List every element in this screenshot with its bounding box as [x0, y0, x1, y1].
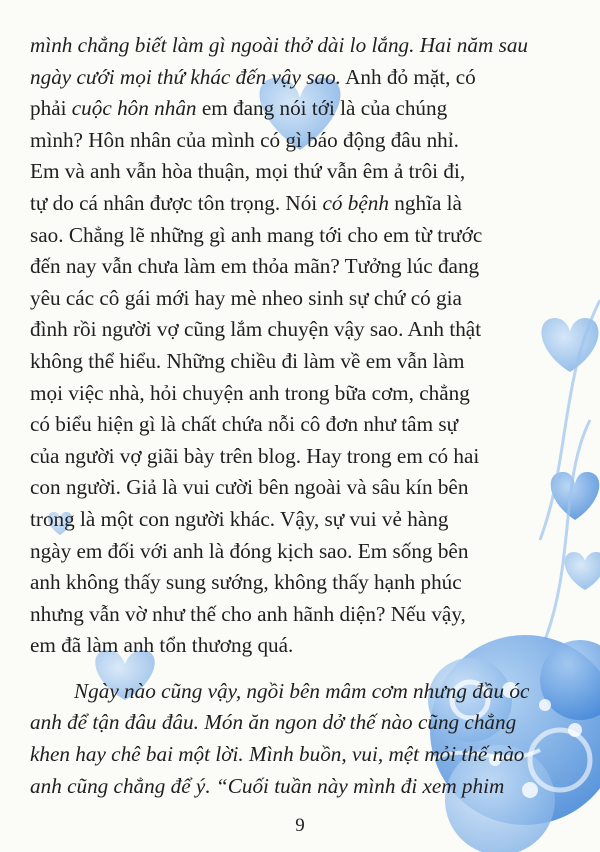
text-segment: yêu các cô gái mới hay mè nheo sinh sự chứ có gia — [30, 285, 462, 310]
text-segment: nhưng vẫn vờ như thế cho anh hãnh diện? Nếu vậy, — [30, 601, 466, 626]
text-line — [30, 188, 550, 220]
text-segment: anh không thấy sung sướng, không thấy hạnh phúc — [30, 570, 462, 595]
text-segment: con người. Giả là vui cười bên ngoài và sâu kín bên — [30, 475, 469, 500]
text-segment: nghĩa là — [388, 190, 462, 215]
text-segment: sao. Chẳng lẽ những gì anh mang tới cho em từ trước — [30, 222, 483, 247]
text-line — [30, 771, 550, 803]
page-number: 9 — [295, 815, 305, 836]
text-line — [30, 739, 550, 771]
text-segment: ngày em đối với anh là đóng kịch sao. Em sống bên — [30, 538, 469, 563]
text-segment: trong là một con người khác. Vậy, sự vui vẻ hàng — [30, 506, 449, 531]
text-line — [30, 599, 550, 631]
italic-text-segment: mình chẳng biết làm gì ngoài thở dài lo lắng. Hai năm sau — [30, 33, 529, 57]
italic-text-segment: Ngày nào cũng vậy, ngồi bên mâm cơm nhưng đầu óc — [74, 678, 530, 703]
text-line — [30, 472, 550, 504]
text-line — [30, 314, 550, 346]
text-segment: mọi việc nhà, hỏi chuyện anh trong bữa cơm, chẳng — [30, 380, 470, 405]
page-body-text — [30, 30, 550, 802]
text-line — [30, 156, 550, 188]
text-segment: tự do cá nhân được tôn trọng. Nói — [30, 190, 323, 215]
text-line — [30, 251, 550, 283]
text-segment: Em và anh vẫn hòa thuận, mọi thứ vẫn êm ả trôi đi, — [30, 159, 466, 184]
text-segment: mình? Hôn nhân của mình có gì báo động đâu nhỉ. — [30, 127, 459, 152]
text-segment: đình rồi người vợ cũng lắm chuyện vậy sao. Anh thật — [30, 317, 482, 342]
text-line — [30, 30, 550, 62]
text-segment: đến nay vẫn chưa làm em thỏa mãn? Tưởng lúc đang — [30, 254, 480, 279]
text-line — [30, 441, 550, 473]
text-line — [30, 93, 550, 125]
italic-text-segment: anh cũng chẳng để ý. “Cuối tuần này mình đi xem phim — [30, 773, 505, 798]
text-line — [30, 536, 550, 568]
italic-text-segment: khen hay chê bai một lời. Mình buồn, vui, mệt mỏi thế nào — [30, 742, 525, 767]
text-line — [30, 630, 550, 662]
text-line — [30, 283, 550, 315]
text-segment: có biểu hiện gì là chất chứa nỗi cô đơn như tâm sự — [30, 412, 459, 437]
text-line — [30, 707, 550, 739]
paragraph — [30, 676, 550, 802]
text-line — [30, 62, 550, 94]
text-segment: không thể hiểu. Những chiều đi làm về em vẫn làm — [30, 348, 465, 373]
italic-text-segment: anh để tận đâu đâu. Món ăn ngon dở thế nào cũng chẳng — [30, 710, 517, 735]
text-segment: phải — [30, 96, 72, 121]
text-segment: của người vợ giãi bày trên blog. Hay trong em có hai — [30, 443, 480, 468]
text-line — [30, 378, 550, 410]
text-line — [30, 676, 550, 708]
text-line — [30, 504, 550, 536]
italic-text-segment: có bệnh — [322, 190, 389, 215]
text-line — [30, 346, 550, 378]
paragraph-gap — [30, 662, 550, 676]
text-line — [30, 220, 550, 252]
text-line — [30, 567, 550, 599]
italic-text-segment: ngày cưới mọi thứ khác đến vậy sao. — [30, 64, 341, 89]
text-line — [30, 409, 550, 441]
italic-text-segment: cuộc hôn nhân — [71, 96, 197, 121]
heart-icon — [565, 552, 600, 590]
paragraph — [30, 30, 550, 662]
text-line — [30, 125, 550, 157]
text-segment: Anh đỏ mặt, có — [340, 64, 476, 89]
text-segment: em đang nói tới là của chúng — [196, 96, 448, 121]
text-segment: em đã làm anh tổn thương quá. — [30, 633, 294, 658]
